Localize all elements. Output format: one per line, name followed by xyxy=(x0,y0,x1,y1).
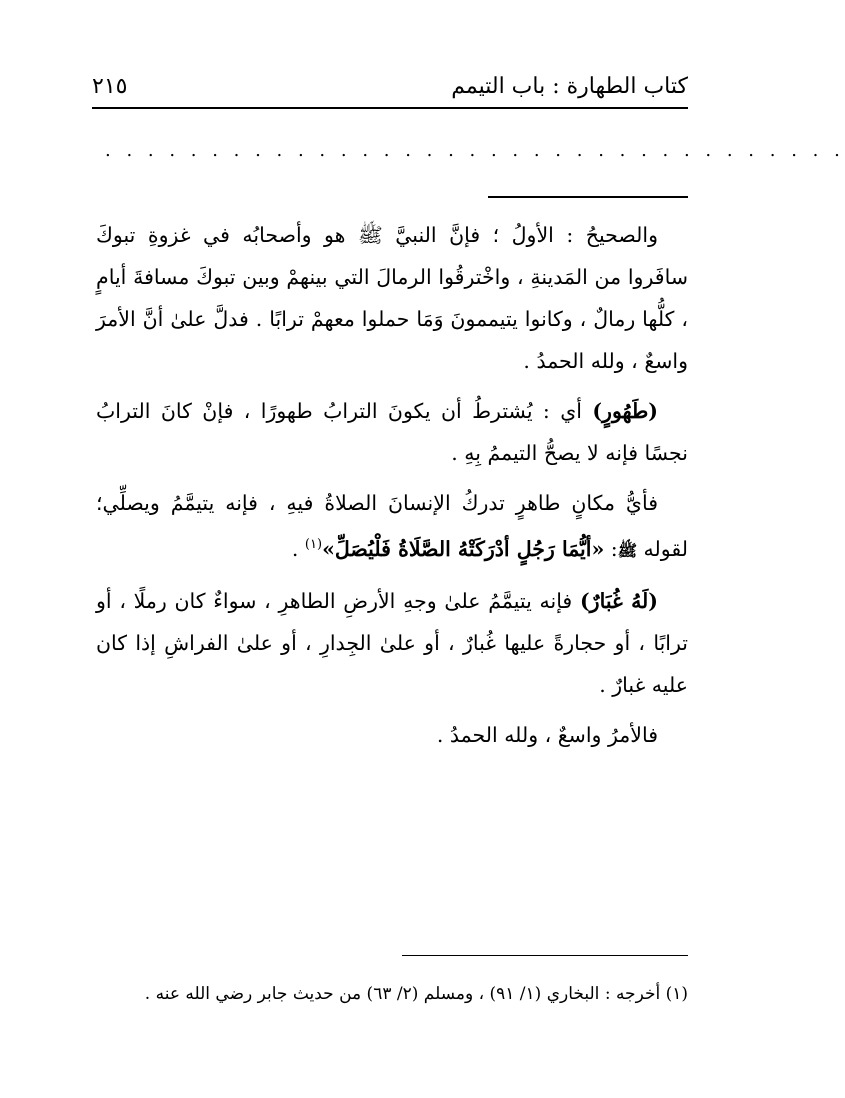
paragraph-3 xyxy=(96,482,688,572)
page-number: ٢١٥ xyxy=(92,74,128,99)
paragraph-text: : xyxy=(604,536,618,561)
footnote: (١) أخرجه : البخاري (١/ ٩١) ، ومسلم (٢/ ٦٣) من حديث جابر رضي الله عنه . xyxy=(144,984,688,1004)
paragraph-text: . xyxy=(291,536,305,561)
footnote-ref[interactable]: (١) xyxy=(304,537,323,552)
ellipsis-line: . . . . . . . . . . . . . . . . . . . . . . . . . . . . . . . . . . . xyxy=(105,140,845,161)
paragraph-text: فأيُّ مكانٍ طاهرٍ تدركُ الإنسانَ الصلاةُ فيهِ ، فإنه يتيمَّمُ ويصلِّي؛ لقوله xyxy=(96,491,688,561)
paragraph-1: والصحيحُ : الأولُ ؛ فإنَّ النبيَّ ﷺ هو وأصحابُه في غزوةِ تبوكَ سافَروا من المَدينةِ ، واخْترقُوا الرمالَ التي بينهمْ وبين تبوكَ مسافةَ أيامٍ ، كلُّها رمالٌ ، وكانوا يتيممونَ وَمَا حملوا معهمْ ترابًا . فدلَّ علىٰ أنَّ الأمرَ واسعٌ ، ولله الحمدُ . xyxy=(96,223,688,373)
paragraph-text: أي : يُشترطُ أن يكونَ الترابُ طهورًا ، فإنْ كانَ الترابُ نجسًا فإنه لا يصحُّ التيممُ بِهِ . xyxy=(96,399,688,465)
paragraph-5: فالأمرُ واسعٌ ، ولله الحمدُ . xyxy=(436,722,658,747)
paragraph-text: فإنه يتيمَّمُ علىٰ وجهِ الأرضِ الطاهرِ ، سواءٌ كان رملًا ، أو ترابًا ، أو حجارةً عليها غُبارٌ ، أو علىٰ الجِدارِ ، أو علىٰ الفراشِ إذا كان عليه غبارٌ . xyxy=(96,588,688,697)
section-rule xyxy=(488,196,688,198)
paragraph-2 xyxy=(96,390,688,474)
salawat-symbol: ﷺ xyxy=(617,540,638,560)
matn-keyword: (طَهُورٍ) xyxy=(592,399,658,423)
hadith-quote: «أيُّمَا رَجُلٍ أدْرَكَتْهُ الصَّلَاةُ فَلْيُصَلِّ» xyxy=(322,536,605,561)
header-rule xyxy=(92,107,688,109)
matn-keyword: (لَهُ غُبَارٌ) xyxy=(579,588,659,613)
paragraph-4 xyxy=(96,580,688,706)
footnote-rule xyxy=(402,955,688,956)
running-title: كتاب الطهارة : باب التيمم xyxy=(451,74,688,99)
body-text xyxy=(96,214,688,764)
page-header xyxy=(92,72,688,106)
